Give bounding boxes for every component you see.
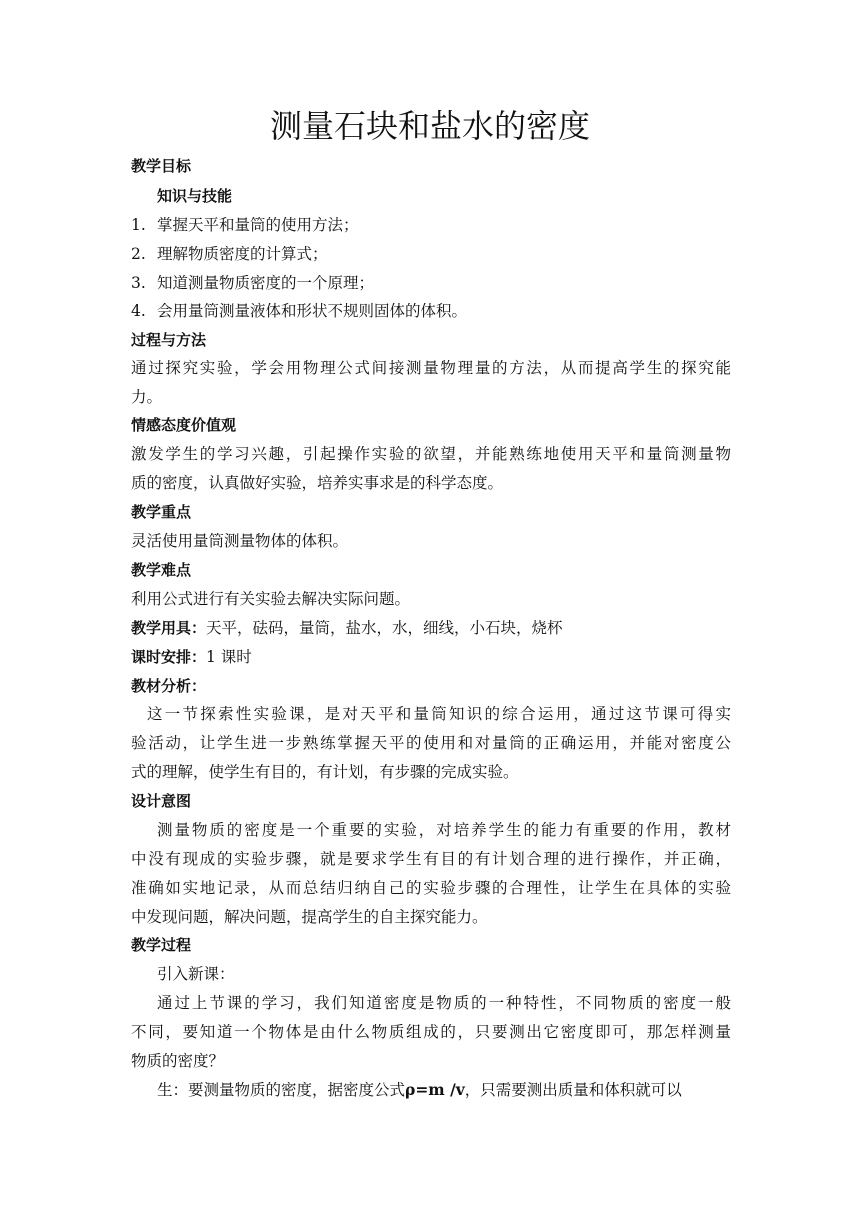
document-title: 测量石块和盐水的密度 bbox=[269, 107, 590, 145]
list-item bbox=[131, 243, 731, 265]
process-text-line: 通过探究实验，学会用物理公式间接测量物理量的方法，从而提高学生的探究能 bbox=[131, 359, 731, 377]
analysis-heading: 教材分析： bbox=[131, 677, 207, 695]
list-text: 会用量筒测量液体和形状不规则固体的体积。 bbox=[157, 302, 468, 320]
objectives-heading: 教学目标 bbox=[131, 157, 192, 175]
list-number: 2. bbox=[131, 245, 146, 263]
list-text: 理解物质密度的计算式； bbox=[157, 245, 328, 263]
analysis-text-line: 这一节探索性实验课，是对天平和量筒知识的综合运用，通过这节课可得实 bbox=[147, 705, 731, 723]
time-line bbox=[131, 646, 731, 668]
emotion-text-line: 质的密度，认真做好实验，培养实事求是的科学态度。 bbox=[131, 474, 504, 492]
student-answer-line bbox=[157, 1079, 731, 1101]
tools-line bbox=[131, 617, 731, 639]
key-heading: 教学重点 bbox=[131, 503, 192, 521]
difficulty-heading: 教学难点 bbox=[131, 561, 192, 579]
list-item bbox=[131, 214, 731, 236]
student-answer-post: ，只需要测出质量和体积就可以 bbox=[464, 1081, 682, 1099]
list-item bbox=[131, 272, 731, 294]
emotion-text-line: 激发学生的学习兴趣，引起操作实验的欲望，并能熟练地使用天平和量筒测量物 bbox=[131, 445, 731, 463]
list-number: 1. bbox=[131, 216, 146, 234]
list-item bbox=[131, 300, 731, 322]
analysis-text-line: 式的理解，使学生有目的，有计划，有步骤的完成实验。 bbox=[131, 763, 519, 781]
design-text-line: 准确如实地记录，从而总结归纳自己的实验步骤的合理性，让学生在具体的实验 bbox=[131, 879, 731, 897]
list-text: 知道测量物质密度的一个原理； bbox=[157, 274, 375, 292]
intro-text-line: 物质的密度？ bbox=[131, 1052, 225, 1070]
list-number: 3. bbox=[131, 274, 146, 292]
tools-text: 天平，砝码，量筒，盐水，水，细线，小石块，烧杯 bbox=[206, 619, 563, 637]
tools-label: 教学用具： bbox=[131, 619, 207, 637]
design-text-line: 中没有现成的实验步骤，就是要求学生有目的有计划合理的进行操作，并正确， bbox=[131, 850, 731, 868]
knowledge-heading: 知识与技能 bbox=[157, 187, 233, 205]
time-label: 课时安排： bbox=[131, 648, 207, 666]
key-text: 灵活使用量筒测量物体的体积。 bbox=[131, 532, 349, 550]
intro-text-line: 不同，要知道一个物体是由什么物质组成的，只要测出它密度即可，那怎样测量 bbox=[131, 1023, 731, 1041]
list-number: 4. bbox=[131, 302, 146, 320]
time-text: 1 课时 bbox=[206, 648, 252, 666]
student-answer-pre: 生：要测量物质的密度，据密度公式 bbox=[157, 1081, 406, 1099]
design-text-line: 中发现问题，解决问题，提高学生的自主探究能力。 bbox=[131, 908, 488, 926]
emotion-heading: 情感态度价值观 bbox=[131, 416, 237, 434]
analysis-text-line: 验活动，让学生进一步熟练掌握天平的使用和对量筒的正确运用，并能对密度公 bbox=[131, 734, 731, 752]
list-text: 掌握天平和量筒的使用方法； bbox=[157, 216, 359, 234]
intro-label: 引入新课： bbox=[157, 965, 235, 983]
density-formula: ρ=m /v bbox=[405, 1080, 465, 1099]
process-text-line: 力。 bbox=[131, 388, 163, 406]
difficulty-text: 利用公式进行有关实验去解决实际问题。 bbox=[131, 590, 411, 608]
process-heading: 过程与方法 bbox=[131, 331, 207, 349]
teaching-heading: 教学过程 bbox=[131, 936, 192, 954]
design-heading: 设计意图 bbox=[131, 792, 192, 810]
intro-text-line: 通过上节课的学习，我们知道密度是物质的一种特性，不同物质的密度一般 bbox=[157, 994, 731, 1012]
design-text-line: 测量物质的密度是一个重要的实验，对培养学生的能力有重要的作用，教材 bbox=[157, 821, 731, 839]
